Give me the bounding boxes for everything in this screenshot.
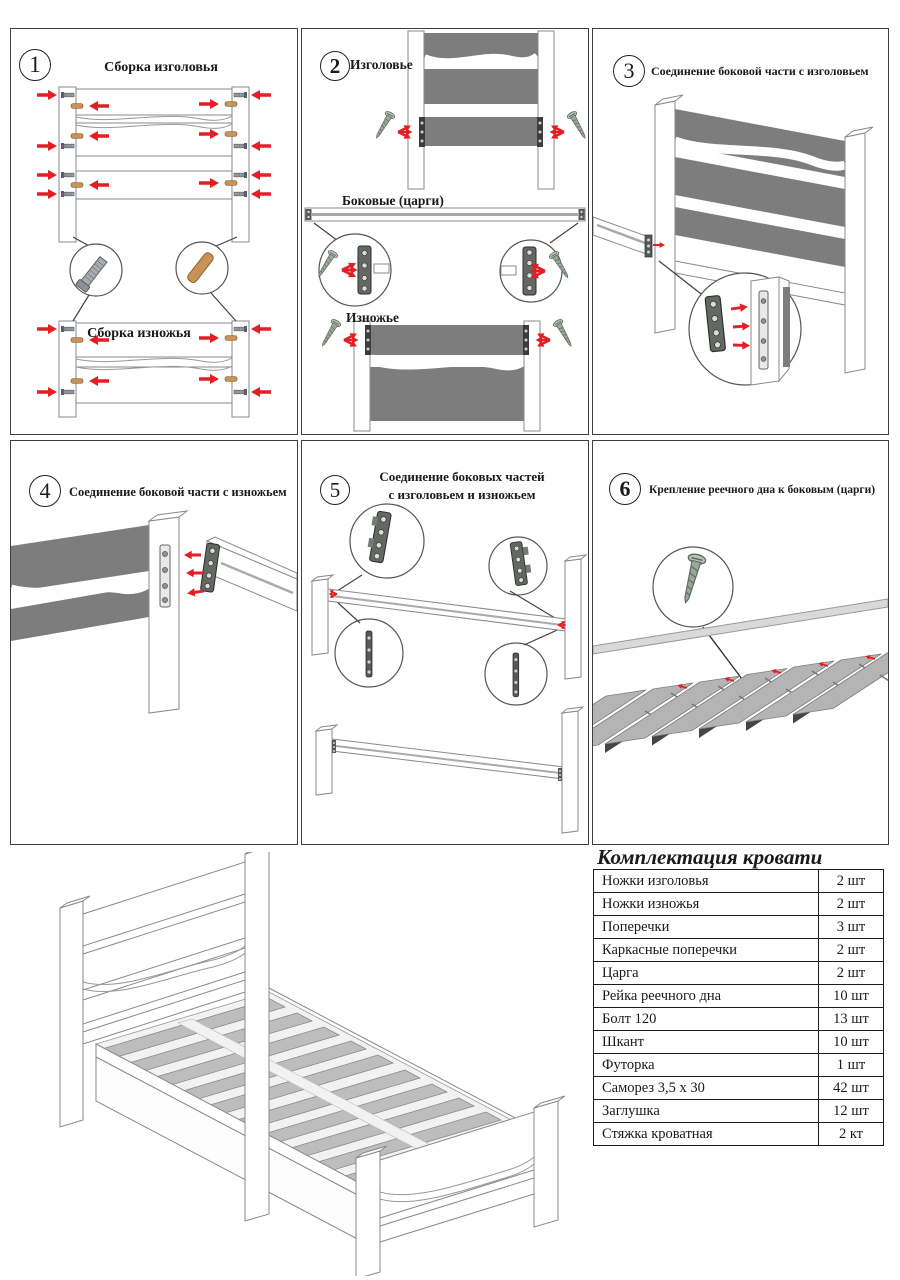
table-row [594,870,884,893]
step2-illustration [302,29,588,434]
step5-title-line1: Соединение боковых частей [379,469,545,484]
part-name-cell: Заглушка [594,1100,819,1123]
step-panel-3 [592,28,889,435]
step-panel-5 [301,440,589,845]
part-name-cell: Поперечки [594,916,819,939]
bracket-plate-icon [645,235,652,257]
part-name-cell: Саморез 3,5 x 30 [594,1077,819,1100]
part-name-cell: Ножки изголовья [594,870,819,893]
part-qty-cell: 10 шт [819,1031,884,1054]
part-qty-cell: 2 шт [819,893,884,916]
part-name-cell: Царга [594,962,819,985]
bracket-plate-icon [160,545,170,607]
table-row [594,939,884,962]
step-number-badge: 6 [609,473,641,505]
table-row [594,1077,884,1100]
assembled-bed-illustration [18,852,580,1276]
step-number-badge: 2 [320,51,350,81]
part-name-cell: Болт 120 [594,1008,819,1031]
red-arrow-icon [184,551,205,598]
step-number-badge: 3 [613,55,645,87]
part-qty-cell: 13 шт [819,1008,884,1031]
step1-title-headboard: Сборка изголовья [104,60,218,75]
step5-title-line2: с изголовьем и изножьем [388,487,536,502]
step1-title-footboard: Сборка изножья [87,326,191,341]
bed-slats [593,647,888,768]
part-name-cell: Рейка реечного дна [594,985,819,1008]
table-row [594,916,884,939]
table-row [594,1054,884,1077]
step2-label-footboard: Изножье [346,310,400,325]
part-qty-cell: 2 кт [819,1123,884,1146]
parts-table [593,869,884,1146]
step-panel-4 [10,440,298,845]
step6-title: Крепление реечного дна к боковым (царги) [649,484,876,496]
step2-label-headboard: Изголовье [350,57,413,72]
part-qty-cell: 3 шт [819,916,884,939]
step4-title: Соединение боковой части с изножьем [69,485,287,499]
part-qty-cell: 10 шт [819,985,884,1008]
part-qty-cell: 1 шт [819,1054,884,1077]
step-number-badge: 4 [29,475,61,507]
part-name-cell: Ножки изножья [594,893,819,916]
step2-label-siderails: Боковые (царги) [342,193,444,208]
step-panel-1 [10,28,298,435]
part-qty-cell: 2 шт [819,939,884,962]
table-row [594,1100,884,1123]
parts-table-title: Комплектация кровати [597,845,823,869]
table-row [594,893,884,916]
step3-illustration [593,29,888,434]
part-qty-cell: 42 шт [819,1077,884,1100]
step-panel-6 [592,440,889,845]
table-row [594,985,884,1008]
table-row [594,1031,884,1054]
step-number-badge: 1 [19,49,51,81]
step-panel-2 [301,28,589,435]
part-qty-cell: 2 шт [819,870,884,893]
bracket-plate-icon [200,543,220,592]
step3-title: Соединение боковой части с изголовьем [651,64,869,78]
part-name-cell: Шкант [594,1031,819,1054]
part-name-cell: Стяжка кроватная [594,1123,819,1146]
part-name-cell: Футорка [594,1054,819,1077]
table-row [594,1008,884,1031]
step-number-badge: 5 [320,475,350,505]
part-qty-cell: 12 шт [819,1100,884,1123]
part-name-cell: Каркасные поперечки [594,939,819,962]
step1-illustration [11,29,297,434]
part-qty-cell: 2 шт [819,962,884,985]
step6-illustration [593,441,888,844]
table-row [594,1123,884,1146]
table-row [594,962,884,985]
